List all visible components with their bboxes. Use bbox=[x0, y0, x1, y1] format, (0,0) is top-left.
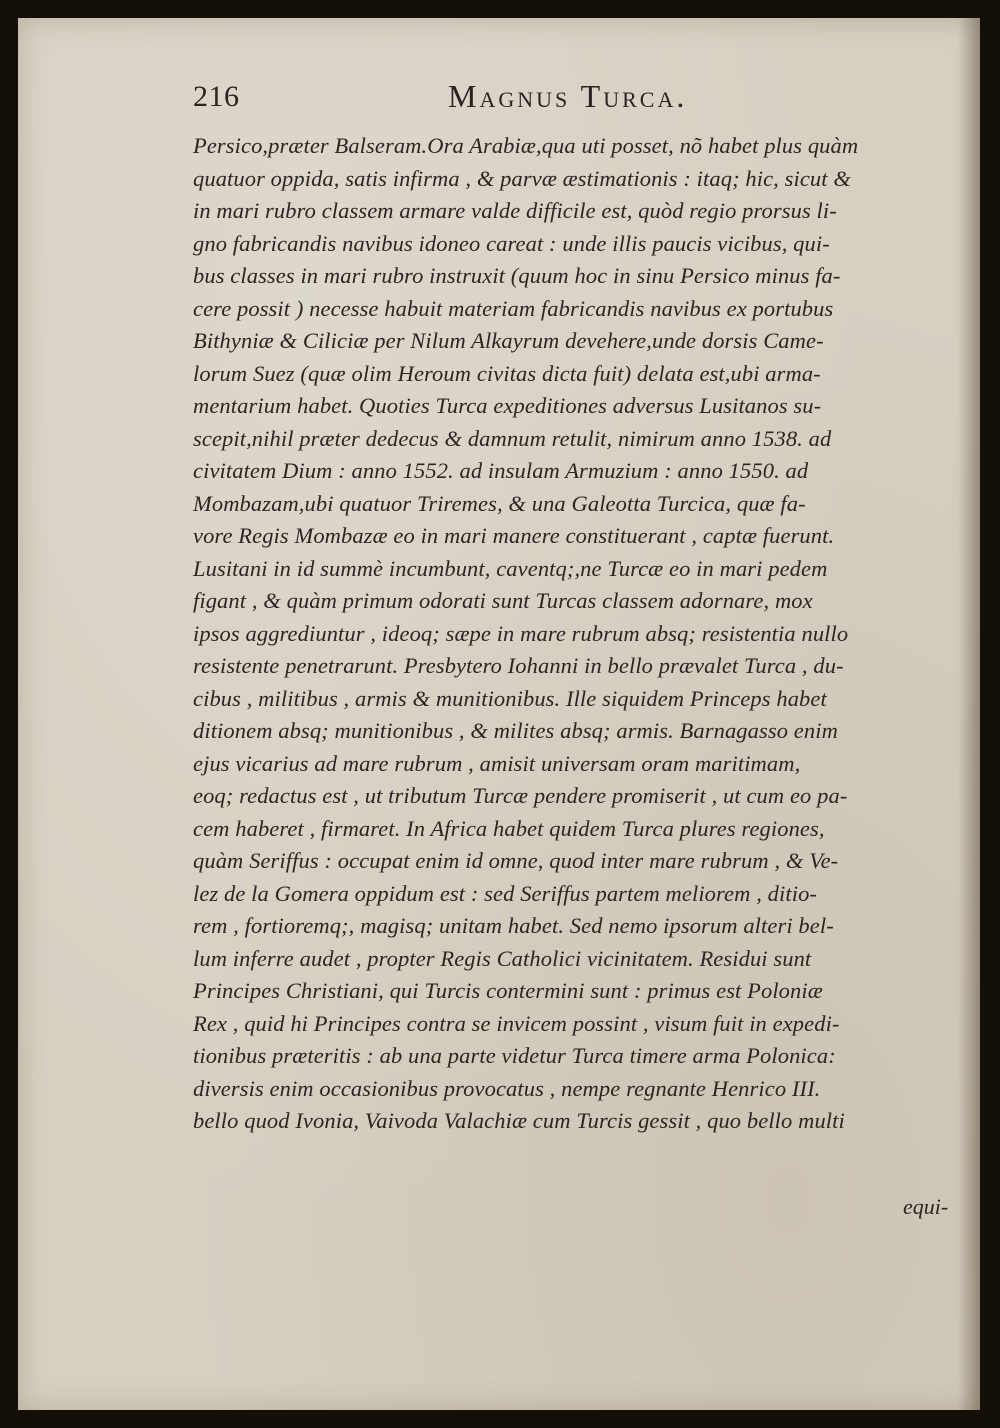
text-line: figant , & quàm primum odorati sunt Turcas classem adornare, mox bbox=[193, 588, 813, 613]
text-line: bello quod Ivonia, Vaivoda Valachiæ cum Turcis gessit , quo bello multi bbox=[193, 1108, 845, 1133]
text-line: ipsos aggrediuntur , ideoq; sæpe in mare rubrum absq; resistentia nullo bbox=[193, 620, 849, 646]
text-line: in mari rubro classem armare valde difficile est, quòd regio prorsus li- bbox=[193, 198, 837, 223]
running-head bbox=[193, 76, 753, 126]
text-line: cere possit ) necesse habuit materiam fabricandis navibus ex portubus bbox=[193, 295, 834, 321]
text-line: Mombazam,ubi quatuor Triremes, & una Galeotta Turcica, quæ fa- bbox=[193, 490, 806, 516]
text-line: eoq; redactus est , ut tributum Turcæ pendere promiserit , ut cum eo pa- bbox=[193, 783, 848, 808]
text-line: lez de la Gomera oppidum est : sed Seriffus partem meliorem , ditio- bbox=[193, 880, 818, 906]
text-line: lum inferre audet , propter Regis Catholici vicinitatem. Residui sunt bbox=[193, 945, 812, 971]
text-line: ditionem absq; munitionibus , & milites absq; armis. Barnagasso enim bbox=[193, 718, 838, 743]
text-line: quàm Seriffus : occupat enim id omne, quod inter mare rubrum , & Ve- bbox=[193, 848, 839, 873]
text-line: Principes Christiani, qui Turcis contermini sunt : primus est Poloniæ bbox=[193, 978, 823, 1003]
text-line: cem haberet , firmaret. In Africa habet quidem Turca plures regiones, bbox=[193, 815, 825, 841]
text-line: scepit,nihil præter dedecus & damnum retulit, nimirum anno 1538. ad bbox=[193, 425, 832, 451]
text-line: mentarium habet. Quoties Turca expeditiones adversus Lusitanos su- bbox=[193, 393, 822, 418]
text-line: gno fabricandis navibus idoneo careat : unde illis paucis vicibus, qui- bbox=[193, 230, 830, 256]
text-line: bus classes in mari rubro instruxit (quum hoc in sinu Persico minus fa- bbox=[193, 263, 841, 288]
text-line: resistente penetrarunt. Presbytero Iohanni in bello prævalet Turca , du- bbox=[193, 653, 844, 678]
text-line: Lusitani in id summè incumbunt, caventq;,ne Turcæ eo in mari pedem bbox=[193, 555, 828, 581]
text-line: civitatem Dium : anno 1552. ad insulam Armuzium : anno 1550. ad bbox=[193, 458, 809, 483]
text-line: diversis enim occasionibus provocatus , nempe regnante Henrico III. bbox=[193, 1075, 821, 1101]
text-line: quatuor oppida, satis infirma , & parvæ æstimationis : itaq; hic, sicut & bbox=[193, 165, 851, 191]
body-text bbox=[193, 130, 988, 1138]
text-line: Bithyniæ & Ciliciæ per Nilum Alkayrum devehere,unde dorsis Came- bbox=[193, 328, 824, 353]
text-line: vore Regis Mombazæ eo in mari manere constituerant , captæ fuerunt. bbox=[193, 523, 835, 548]
page-number: 216 bbox=[193, 80, 240, 113]
text-line: ejus vicarius ad mare rubrum , amisit universam oram maritimam, bbox=[193, 750, 801, 776]
catchword: equi- bbox=[903, 1194, 949, 1219]
text-line: rem , fortioremq;, magisq; unitam habet. Sed nemo ipsorum alteri bel- bbox=[193, 913, 834, 938]
text-line: Rex , quid hi Principes contra se invicem possint , visum fuit in expedi- bbox=[193, 1010, 840, 1036]
book-page bbox=[18, 18, 980, 1410]
page-heading: Magnus Turca. bbox=[448, 78, 688, 114]
text-line: Persico,præter Balseram.Ora Arabiæ,qua uti posset, nõ habet plus quàm bbox=[193, 133, 859, 158]
text-line: tionibus præteritis : ab una parte videtur Turca timere arma Polonica: bbox=[193, 1043, 836, 1068]
text-line: lorum Suez (quæ olim Heroum civitas dicta fuit) delata est,ubi arma- bbox=[193, 360, 821, 386]
text-line: cibus , militibus , armis & munitionibus. Ille siquidem Princeps habet bbox=[193, 685, 827, 711]
